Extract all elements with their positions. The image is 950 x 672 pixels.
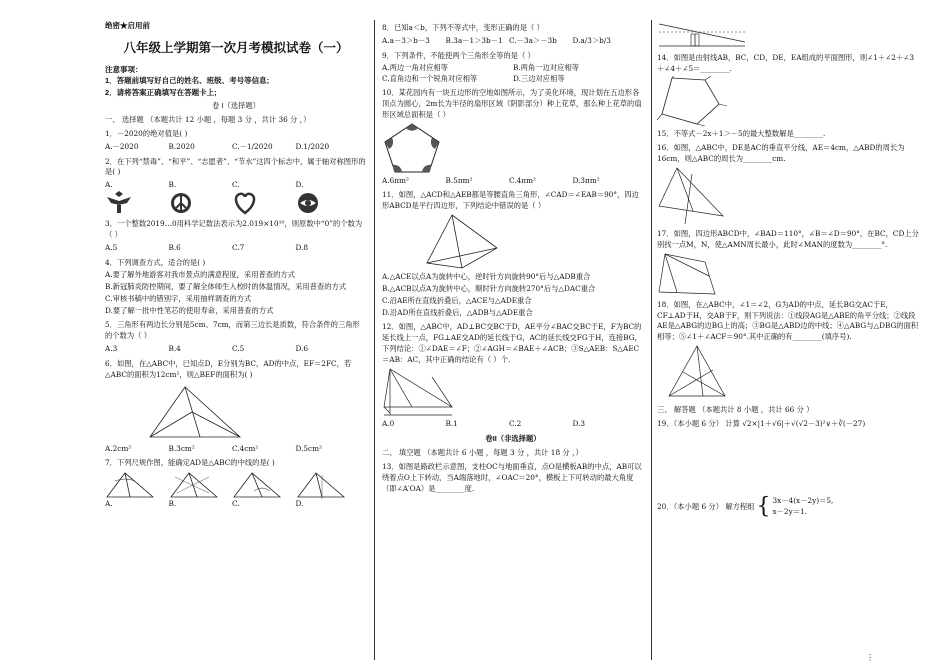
question-4: 4．下列调查方式，适合的是( ) [105, 258, 206, 268]
option-b: B.6 [168, 243, 181, 253]
option-d: D. [296, 471, 360, 510]
question-6-figure [145, 382, 245, 442]
question-17: 17．如图，四边形ABCD中，∠BAD＝110°，∠B＝∠D＝90°，在BC，CD上分别找一点M，N，使△AMN周长最小，此时∠MAN的度数为________°. [657, 228, 919, 249]
option-c: C. [232, 180, 296, 215]
option-a: A. [105, 180, 169, 215]
option-d: D.5cm² [295, 443, 322, 453]
question-4-options [105, 270, 367, 317]
brace-icon: { [756, 494, 771, 520]
question-3: 3．一个整数2019…0用科学记数法表示为2.019×10¹⁰，则原数中“0”的个数为（ ） [105, 219, 363, 240]
question-14: 14．如图是由射线AB，BC，CD，DE，EA组成的平面图形，则∠1＋∠2＋∠3＋∠4＋∠5＝________. [657, 53, 915, 73]
column-2 [382, 20, 644, 660]
question-1: 1．－2020的绝对值是( ) [105, 128, 188, 138]
option-c: C. [232, 471, 296, 510]
option-c: C.5 [232, 343, 245, 353]
option-c: C.－1/2020 [232, 141, 273, 151]
option-a: A.要了解外地游客对我市景点的满意程度，采用普查的方式 [105, 270, 296, 280]
option-b: B.2020 [168, 141, 195, 151]
option-d: D.a/3＞b/3 [572, 35, 611, 45]
option-b: B.3a－1＞3b－1 [445, 35, 503, 45]
construction-a-figure [105, 471, 155, 499]
question-19-label: 19．（本小题 6 分） 计算 [657, 419, 740, 429]
option-d: D.3 [572, 418, 586, 428]
option-b: B.4 [168, 343, 181, 353]
option-a: A.两边一角对应相等 [382, 62, 448, 72]
question-19 [657, 419, 919, 430]
page-title: 八年级上学期第一次月考模拟试卷（一） [123, 41, 349, 56]
question-2: 2．在下列“禁毒”、“和平”、“志愿者”、“节水”这四个标志中，属于轴对称图形的是( ) [105, 156, 366, 177]
option-b: B.5πm² [445, 175, 473, 185]
question-2-options [105, 180, 367, 215]
option-c: C.4cm² [232, 443, 259, 453]
option-a: A.3 [105, 343, 118, 353]
option-c: C.7 [232, 243, 245, 253]
section-2-intro: 二、 填空题 （本题共计 6 小题 ，每题 3 分 ，共计 18 分 ，） [382, 447, 583, 457]
question-20-label: 20．（本小题 6 分） 解方程组 [657, 501, 755, 511]
volume-1-label: 卷 I（选择题） [212, 100, 260, 110]
column-3 [657, 20, 919, 660]
notice-2: 2．请将答案正确填写在答题卡上; [105, 87, 217, 97]
option-a: A.a－3＞b－3 [382, 35, 430, 45]
option-d: D.1/2020 [295, 141, 330, 151]
peace-logo-icon [169, 191, 193, 215]
question-10-pentagon-figure [382, 122, 442, 174]
option-d: D. [296, 180, 360, 215]
option-a: A.5 [105, 243, 118, 253]
notice-title: 注意事项： [105, 65, 143, 74]
option-a: A.0 [382, 418, 395, 428]
section-1-intro: 一、 选择题 （本题共计 12 小题 ，每题 3 分 ，共计 36 分 ，） [105, 114, 311, 124]
question-17-figure [657, 252, 717, 297]
option-b: B.两角一边对应相等 [513, 62, 580, 72]
question-10: 10．某花园内有一块五边形的空地如图所示，为了美化环境，现计划在五边形各顶点为圆心，2m长为半径的扇形区域（阴影部分）种上花草，那么种上花草的扇形区域总面积是（ ） [382, 87, 642, 119]
question-12: 12．如图，△ABC中，AD⊥BC交BC于D，AE平分∠BAC交BC于E，F为BC的延长线上一点，FG⊥AE交AD的延长线于G，AC的延长线交FG于H，连接BG，下列结论：①∠DAE＝∠F；②∠AGH＝∠BAE＋∠ACB；③S△AEB：S△AEC＝AB：AC，其中正确的结论有（ ）个. [382, 322, 642, 364]
option-a: A.6πm² [382, 175, 409, 185]
option-d: D.要了解一批中性笔芯的使用寿命，采用普查的方式 [105, 305, 274, 315]
option-b: B.3cm² [168, 443, 195, 453]
question-3-options [105, 243, 367, 254]
question-10-options [382, 176, 644, 187]
question-12-figure [382, 367, 457, 417]
question-18: 18．如图，在△ABC中，∠1＝∠2，G为AD的中点，延长BG交AC于E，CF⊥AD于H，交AB于F，则下列说法：①线段AG是△ABE的角平分线；②线段AE是△ABG的边BG上的高；③BG是△ABD边的中线；④△ABG与△DBG的面积相等；⑤∠1＋∠ACF＝90°.其中正确的有________(填序号). [657, 299, 919, 342]
construction-b-figure [169, 471, 219, 499]
question-6-options [105, 444, 367, 455]
option-d: D.三边对应相等 [513, 73, 565, 83]
option-c: C.－3a＞－3b [509, 35, 557, 45]
option-c: C.审核书稿中的错别字，采用抽样调查的方式 [105, 293, 252, 303]
volunteer-heart-icon [232, 191, 258, 215]
option-a: A.－2020 [105, 141, 139, 151]
column-1 [105, 20, 367, 660]
option-b: B. [169, 471, 233, 510]
question-16-figure [657, 166, 727, 226]
question-8-options [382, 36, 644, 47]
column-divider [651, 20, 652, 660]
option-b: B.1 [445, 418, 458, 428]
question-5-options [105, 344, 367, 355]
section-3-intro: 三、 解答题 （本题共计 8 小题 ，共计 66 分 ） [657, 405, 814, 415]
water-saving-icon [296, 191, 320, 215]
question-6: 6．如图，在△ABC中，已知点D，E分别为BC，AD的中点，EF＝2FC，若△ABC的面积为12cm²，则△BEF的面积为( ) [105, 358, 352, 379]
question-13: 13．如图是路政栏示意图，支柱OC与地面垂直，点O是横板AB的中点，AB可以绕着点O上下转动，当A端落地时，∠OAC＝20°，横板上下可转动的最大角度（即∠A′OA）是________度. [382, 461, 642, 493]
option-c: C.4πm² [509, 175, 536, 185]
option-d: D.6 [295, 343, 309, 353]
equation-1: 3x－4(x－2y)＝5, [772, 496, 834, 506]
question-13-figure [657, 20, 747, 50]
question-11: 11．如图，△ACD和△AEB都是等腰直角三角形，∠CAD＝∠EAB＝90°，四边形ABCD是平行四边形，下列结论中错误的是（ ） [382, 190, 639, 211]
question-7: 7．下列尺规作图，能确定AD是△ABC的中线的是( ) [105, 458, 275, 468]
question-7-options [105, 471, 367, 510]
question-14-figure [657, 76, 727, 126]
construction-d-figure [296, 471, 346, 499]
equation-2: x－2y＝1. [772, 507, 807, 517]
question-18-figure [667, 344, 727, 402]
secret-label: 绝密★启用前 [105, 21, 150, 30]
option-c: C.沿AE所在直线折叠后，△ACE与△ADE重合 [382, 296, 532, 306]
question-5: 5．三角形有两边长分别是5cm、7cm，而第三边长是质数，符合条件的三角形的个数为（ ） [105, 319, 360, 340]
question-11-options [382, 272, 644, 319]
option-c: C.2 [509, 418, 522, 428]
option-a: A.△ACE以点A为旋转中心，逆时针方向旋转90°后与△ADB重合 [382, 272, 591, 282]
question-12-options [382, 419, 644, 430]
question-11-figure [422, 213, 502, 271]
notice-1: 1．答题前填写好自己的姓名、班级、考号等信息; [105, 76, 270, 86]
construction-c-figure [232, 471, 282, 499]
option-a: A. [105, 471, 169, 510]
column-divider [374, 20, 375, 660]
option-b: B.新冠肺炎防控期间，要了解全体师生入校时的体温情况，采用普查的方式 [105, 282, 347, 291]
option-c: C.直角边和一个锐角对应相等 [382, 73, 478, 83]
option-d: D.沿AD所在直线折叠后，△ADB与△ADE重合 [382, 308, 533, 318]
option-a: A.2cm² [105, 443, 132, 453]
question-16: 16．如图，△ABC中，DE是AC的垂直平分线，AE＝4cm，△ABD的周长为16cm，则△ABC的周长为________cm. [657, 142, 905, 163]
volume-2-label: 卷II（非选择题） [485, 433, 541, 443]
page-marker: ⋮ [866, 653, 874, 662]
question-20-system [773, 496, 834, 518]
antidrug-logo-icon [105, 191, 133, 215]
option-d: D.3πm² [572, 175, 600, 185]
option-b: B. [169, 180, 233, 215]
question-1-options [105, 142, 367, 153]
option-d: D.8 [295, 243, 309, 253]
option-b: B.△ACB以点A为旋转中心，顺时针方向旋转270°后与△DAC重合 [382, 284, 596, 294]
question-9-options [382, 63, 644, 85]
question-19-expression: √2×|1＋√6|＋√(√2－3)²∨＋∛(－27) [742, 419, 866, 429]
question-9: 9．下列条件，不能使两个三角形全等的是（ ） [382, 50, 535, 60]
question-15: 15．不等式－2x＋1＞－5的最大整数解是________. [657, 128, 826, 138]
question-8: 8．已知a＜b，下列不等式中，变形正确的是（ ） [382, 23, 544, 32]
question-20 [657, 496, 919, 518]
